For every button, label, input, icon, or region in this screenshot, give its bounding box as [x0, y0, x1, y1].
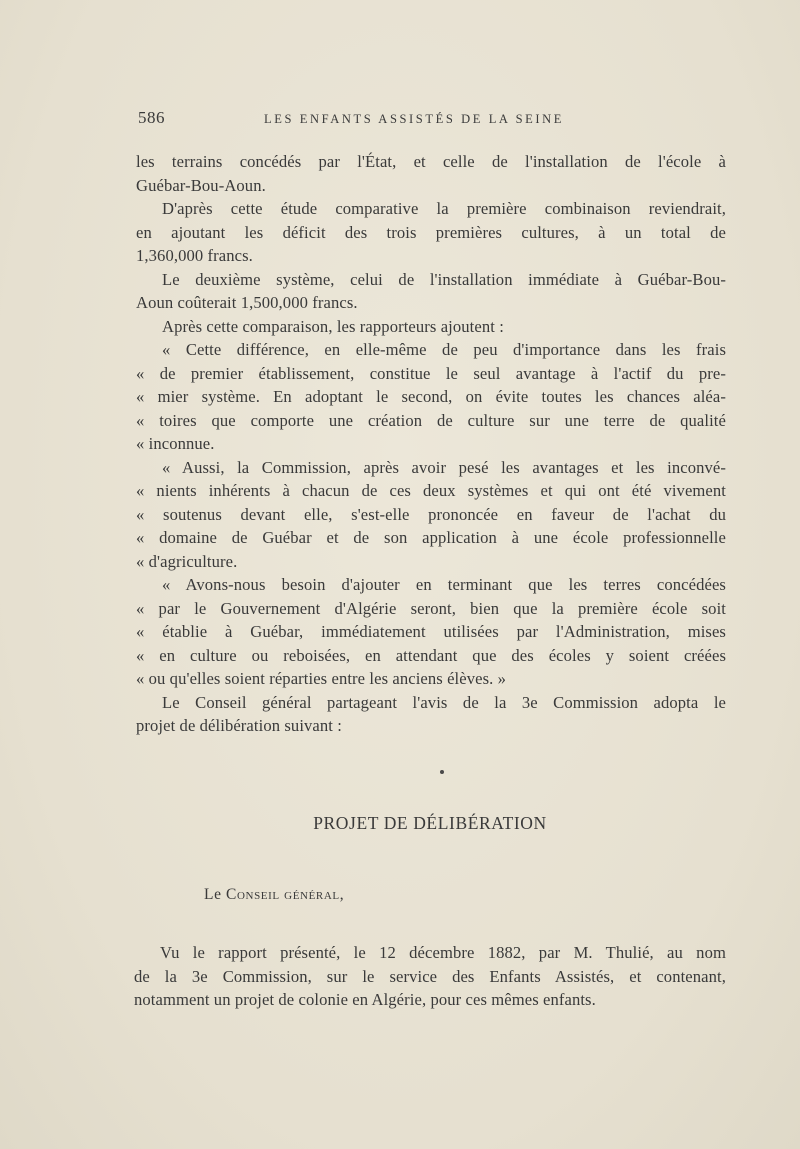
text-line: « inconnue.: [136, 434, 215, 453]
text-line: « mier système. En adoptant le second, on évite toutes les chances aléa-: [136, 387, 726, 406]
text-line: Après cette comparaison, les rapporteurs ajoutent :: [162, 316, 504, 336]
body-text: [136, 150, 726, 738]
text-line: « Avons-nous besoin d'ajouter en terminant que les terres concédées: [162, 575, 726, 594]
text-line: en ajoutant les déficit des trois premières cultures, à un total de: [136, 222, 726, 242]
text-line: de la 3e Commission, sur le service des Enfants Assistés, et contenant,: [134, 966, 726, 986]
closing-paragraph: [134, 941, 726, 1012]
text-line: les terrains concédés par l'État, et celle de l'installation de l'école à: [136, 152, 726, 171]
council-name: Conseil général,: [226, 886, 345, 903]
text-line: Vu le rapport présenté, le 12 décembre 1882, par M. Thulié, au nom: [160, 943, 726, 962]
text-line: 1,360,000 francs.: [136, 246, 253, 265]
text-line: « en culture ou reboisées, en attendant que des écoles y soient créées: [136, 645, 726, 665]
text-line: « Cette différence, en elle-même de peu d'importance dans les frais: [162, 340, 726, 359]
text-line: « toires que comporte une création de culture sur une terre de qualité: [136, 410, 726, 430]
text-line: « Aussi, la Commission, après avoir pesé les avantages et les inconvé-: [162, 457, 726, 477]
text-line: « nients inhérents à chacun de ces deux systèmes et qui ont été vivement: [136, 481, 726, 500]
page-number: 586: [138, 108, 165, 127]
text-line: « ou qu'elles soient réparties entre les anciens élèves. »: [136, 669, 507, 688]
page-header: [138, 108, 728, 130]
text-line: « par le Gouvernement d'Algérie seront, bien que la première école soit: [136, 598, 726, 618]
text-line: D'après cette étude comparative la première combinaison reviendrait,: [162, 199, 726, 218]
text-line: projet de délibération suivant :: [136, 716, 342, 735]
council-le: Le: [204, 886, 222, 903]
text-line: Aoun coûterait 1,500,000 francs.: [136, 293, 358, 312]
running-title: LES ENFANTS ASSISTÉS DE LA SEINE: [264, 112, 565, 126]
text-line: notamment un projet de colonie en Algérie, pour ces mêmes enfants.: [134, 990, 596, 1009]
text-line: « domaine de Guébar et de son application à une école professionnelle: [136, 528, 726, 547]
text-line: « soutenus devant elle, s'est-elle prononcée en faveur de l'achat du: [136, 504, 726, 524]
separator-mark: [440, 770, 444, 774]
text-line: Le Conseil général partageant l'avis de la 3e Commission adopta le: [162, 692, 726, 712]
text-line: « de premier établissement, constitue le seul avantage à l'actif du pre-: [136, 363, 726, 383]
text-line: « établie à Guébar, immédiatement utilisées par l'Administration, mises: [136, 622, 726, 641]
text-line: « d'agriculture.: [136, 551, 238, 571]
text-line: Guébar-Bou-Aoun.: [136, 175, 266, 195]
council-heading: [204, 886, 344, 904]
section-title: PROJET DE DÉLIBÉRATION: [313, 813, 547, 833]
text-line: Le deuxième système, celui de l'installation immédiate à Guébar-Bou-: [162, 269, 726, 289]
